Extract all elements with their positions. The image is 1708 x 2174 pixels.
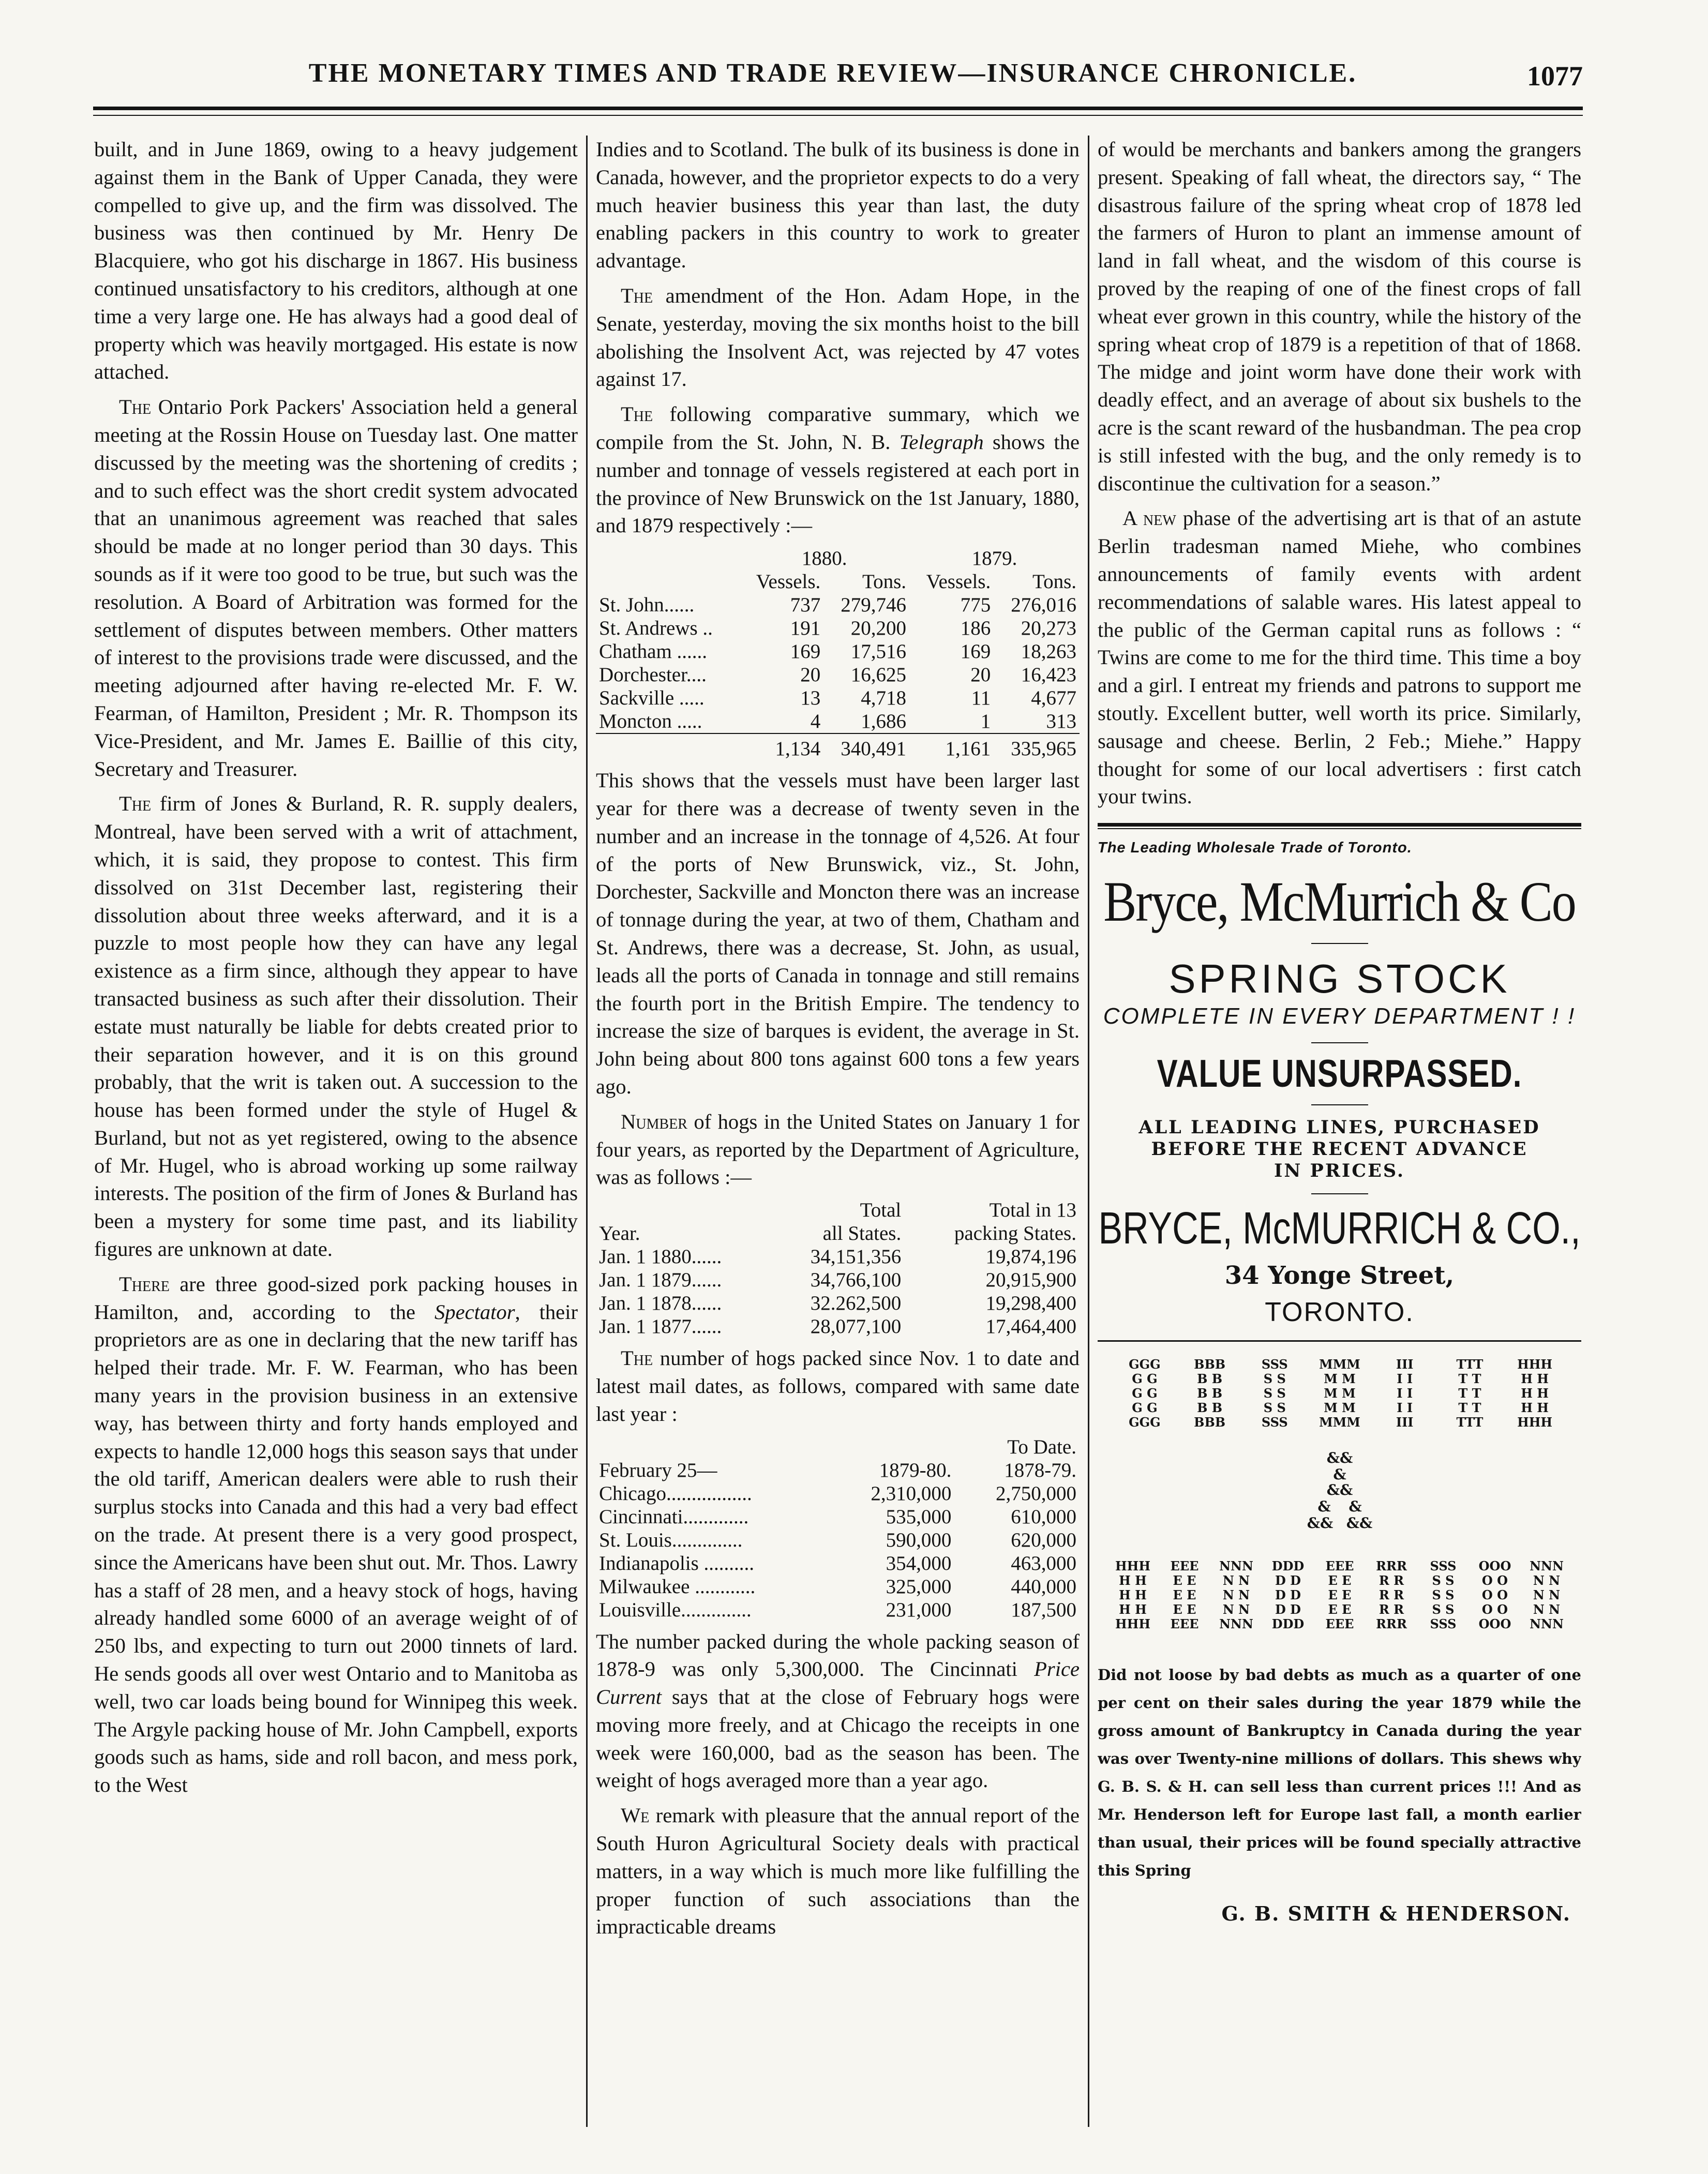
column-header: 1879-80. bbox=[879, 1459, 952, 1481]
block-letter-glyph: E E bbox=[1328, 1587, 1351, 1602]
table-cell: 325,000 bbox=[886, 1575, 952, 1598]
block-letter-glyph: N N bbox=[1533, 1572, 1560, 1588]
table-cell: 4,718 bbox=[861, 687, 907, 710]
table-cell: 1,686 bbox=[861, 710, 907, 733]
total-cell: 340,491 bbox=[823, 733, 909, 760]
ad-divider bbox=[1311, 1193, 1368, 1194]
article-text: number of hogs packed since Nov. 1 to date and latest mail dates, as follows, compared with same date last year : bbox=[596, 1346, 1080, 1426]
block-letter-glyph: E E bbox=[1328, 1601, 1351, 1617]
ad-leading-line: IN PRICES. bbox=[1273, 1160, 1405, 1181]
block-letter-glyph: HHH bbox=[1517, 1356, 1552, 1372]
article-text: remark with pleasure that the annual report of the South Huron Agricultural Society deals with practical matters, in a way which is much more like fulfilling the proper function of such associations than the impracticable dreams bbox=[596, 1804, 1080, 1939]
table-row bbox=[596, 1575, 1080, 1598]
block-letter-glyph: B B bbox=[1196, 1400, 1222, 1415]
vessels-total-row bbox=[596, 733, 1080, 760]
table-row bbox=[596, 1482, 1080, 1505]
table-cell: 354,000 bbox=[886, 1552, 952, 1575]
table-row bbox=[596, 593, 1080, 617]
block-letter-glyph: H H bbox=[1520, 1371, 1549, 1386]
block-letter-glyph: MMM bbox=[1319, 1414, 1360, 1430]
block-letter-glyph: OOO bbox=[1478, 1558, 1511, 1573]
column-header: 1878-79. bbox=[1004, 1459, 1076, 1481]
block-letter-glyph: H H bbox=[1118, 1572, 1147, 1588]
table-row bbox=[596, 710, 1080, 733]
block-letter-glyph: B B bbox=[1196, 1385, 1222, 1401]
ad-complete-line: COMPLETE IN EVERY DEPARTMENT ! ! bbox=[1103, 1003, 1576, 1029]
block-letter-glyph: HHH bbox=[1517, 1414, 1552, 1430]
ad-leading-line: BEFORE THE RECENT ADVANCE bbox=[1151, 1138, 1528, 1160]
lead-word: There bbox=[119, 1272, 170, 1296]
table-cell: 13 bbox=[800, 687, 821, 710]
ad-street: 34 Yonge Street, bbox=[1224, 1261, 1455, 1290]
table-cell: Indianapolis .......... bbox=[599, 1552, 755, 1575]
hogs-table bbox=[596, 1198, 1080, 1338]
ampersand-ornament-icon bbox=[1288, 1447, 1391, 1546]
table-cell: 590,000 bbox=[886, 1528, 952, 1551]
article-text: following comparative summary, which we compile from the St. John, N. B. bbox=[596, 402, 1080, 454]
lead-word: The bbox=[621, 283, 653, 307]
table-row bbox=[596, 1598, 1080, 1622]
publication-name: Price Current bbox=[596, 1657, 1080, 1709]
block-letter-glyph: S S bbox=[1431, 1587, 1455, 1602]
block-letter-glyph: T T bbox=[1458, 1385, 1481, 1401]
table-cell: 231,000 bbox=[886, 1598, 952, 1621]
block-letter-glyph: O O bbox=[1481, 1572, 1508, 1588]
block-letter-glyph: III bbox=[1396, 1356, 1414, 1372]
total-cell: 1,134 bbox=[739, 733, 823, 760]
column-header: Total in 13 bbox=[989, 1199, 1076, 1222]
ad-subheading: The Leading Wholesale Trade of Toronto. bbox=[1098, 839, 1412, 857]
block-letter-glyph: TTT bbox=[1456, 1356, 1483, 1372]
block-letter-glyph: M M bbox=[1323, 1400, 1356, 1415]
block-letter-glyph: M M bbox=[1323, 1385, 1356, 1401]
table-cell: 19,874,196 bbox=[985, 1246, 1076, 1268]
block-letter-glyph: G G bbox=[1131, 1400, 1158, 1415]
table-cell: 535,000 bbox=[886, 1505, 952, 1528]
article-hogs-intro bbox=[596, 1108, 1080, 1191]
article-south-huron bbox=[596, 1802, 1080, 1941]
table-cell: Jan. 1 1878...... bbox=[599, 1292, 722, 1315]
advertisement-smith-henderson bbox=[1098, 1354, 1581, 1928]
table-row bbox=[596, 617, 1080, 640]
masthead-rule-heavy bbox=[93, 107, 1583, 110]
article-text: firm of Jones & Burland, R. R. supply dealers, Montreal, have been served with a writ of attachment, which, it is said, they propose to contest. This firm dissolved on 31st December last, registering their dissolution about three weeks afterward, and it is a puzzle to most people how they can have any legal existence as a firm since, although they appear to have transacted business as such after their dissolution. Their estate must naturally be liable for debts created prior to their separation however, and it is on this ground probably, that the writ is taken out. A succession to the house has been formed under the style of Hugel & Burland, but not as yet registered, owing to the absence of Mr. Hugel, who is abroad working up some railway interests. The position of the firm of Jones & Burland has been a mystery for some time past, and its liability figures are unknown at date. bbox=[94, 792, 578, 1261]
table-cell: 28,077,100 bbox=[810, 1315, 902, 1338]
table-cell: 463,000 bbox=[1011, 1552, 1076, 1575]
block-letter-glyph: H H bbox=[1520, 1400, 1549, 1415]
table-cell: 610,000 bbox=[1011, 1505, 1076, 1528]
block-letter-glyph: R R bbox=[1379, 1587, 1404, 1602]
ad-spring-stock: SPRING STOCK bbox=[1168, 955, 1510, 1001]
block-letter-art bbox=[1107, 1556, 1572, 1639]
masthead-rule-light bbox=[93, 115, 1583, 116]
table-cell: 440,000 bbox=[1011, 1575, 1076, 1598]
table-cell: 186 bbox=[960, 617, 991, 640]
block-letter-glyph: G G bbox=[1131, 1385, 1158, 1401]
page-number: 1077 bbox=[1527, 61, 1583, 92]
block-letter-glyph: EEE bbox=[1325, 1558, 1354, 1573]
ad-firm-name-caps: BRYCE, McMURRICH & CO., bbox=[1098, 1203, 1581, 1253]
table-row bbox=[596, 1552, 1080, 1575]
table-cell: Chicago................. bbox=[599, 1482, 752, 1505]
table-cell: 169 bbox=[790, 640, 821, 663]
svg-text:&&: && bbox=[1346, 1514, 1372, 1532]
table-row bbox=[596, 1268, 1080, 1292]
publication-name: Telegraph bbox=[899, 430, 984, 454]
ad-firm-name: Bryce, McMurrich & Co bbox=[1103, 869, 1576, 933]
block-letter-glyph: N N bbox=[1533, 1587, 1560, 1602]
article-berlin-advertising bbox=[1098, 504, 1581, 811]
table-row bbox=[596, 1245, 1080, 1268]
table-cell: 313 bbox=[1046, 710, 1076, 733]
article-vessels-intro bbox=[596, 400, 1080, 539]
table-row bbox=[596, 640, 1080, 663]
block-letter-glyph: DDD bbox=[1271, 1558, 1304, 1573]
block-letter-glyph: OOO bbox=[1478, 1616, 1511, 1631]
table-cell: 18,263 bbox=[1021, 640, 1076, 663]
table-cell: 17,516 bbox=[850, 640, 907, 663]
block-letter-glyph: T T bbox=[1458, 1371, 1481, 1386]
block-letter-glyph: N N bbox=[1222, 1587, 1250, 1602]
block-letter-glyph: E E bbox=[1328, 1572, 1351, 1588]
vessels-table bbox=[596, 547, 1080, 760]
table-row bbox=[596, 1315, 1080, 1338]
block-letter-logo-smith bbox=[1098, 1354, 1581, 1444]
table-cell: 737 bbox=[790, 594, 821, 617]
table-cell: 20 bbox=[800, 664, 821, 686]
publication-name: Spectator bbox=[435, 1300, 515, 1324]
svg-text:&: & bbox=[1317, 1497, 1331, 1515]
column-3 bbox=[1098, 136, 1581, 2127]
block-letter-glyph: RRR bbox=[1375, 1616, 1407, 1631]
table-row bbox=[596, 1292, 1080, 1315]
table-cell: 620,000 bbox=[1011, 1528, 1076, 1551]
table-cell: Jan. 1 1879...... bbox=[599, 1269, 722, 1292]
column-header: Year. bbox=[599, 1222, 640, 1245]
column-header: Total bbox=[860, 1199, 902, 1222]
total-cell: 1,161 bbox=[909, 733, 994, 760]
total-cell: 335,965 bbox=[994, 733, 1080, 760]
article-text: says that at the close of February hogs were moving more freely, and at Chicago the receipts in one week were 160,000, bad as the season has been. The weight of hogs averaged more than a year ago. bbox=[596, 1685, 1080, 1792]
block-letter-glyph: GGG bbox=[1128, 1414, 1161, 1430]
table-cell: 17,464,400 bbox=[985, 1315, 1076, 1338]
block-letter-glyph: G G bbox=[1131, 1371, 1158, 1386]
article-text: Ontario Pork Packers' Association held a general meeting at the Rossin House on Tuesday last. One matter discussed by the meeting was the shortening of credits ; and to such effect was the short credit system advocated that an unanimous agreement was reached that sales should be made at no longer period than 30 days. This sounds as if it were too good to be true, but such was the resolution. A Board of Arbitration was formed for the settlement of disputes between members. Other matters of interest to the provisions trade were discussed, and the meeting adjourned after having re-elected Mr. F. W. Fearman, of Hamilton, President ; Mr. R. Thompson its Vice-President, and Mr. James E. Baillie of this city, Secretary and Treasurer. bbox=[94, 395, 578, 781]
article-text: are three good-sized pork packing houses in Hamilton, and, according to the bbox=[94, 1272, 578, 1324]
block-letter-glyph: SSS bbox=[1261, 1356, 1288, 1372]
article-packing-season bbox=[596, 1628, 1080, 1795]
table-row bbox=[596, 663, 1080, 686]
table-cell: 16,625 bbox=[850, 664, 907, 686]
article-fall-wheat: of would be merchants and bankers among the grangers present. Speaking of fall wheat, the directors say, “ The disastrous failure of the spring wheat crop of 1878 led the farmers of Huron to plant an immense amount of land in fall wheat, and the wisdom of this course is proved by the reaping of one of the finest crops of fall wheat ever grown in this country, while the history of the spring wheat crop of 1879 is a repetition of that of 1868. The midge and joint worm have done their work with deadly effect, and an average of about six bushels to the acre is the scant reward of the husbandman. The pea crop is still infested with the bug, and the only remedy is to discontinue the cultivation for a season.” bbox=[1098, 138, 1581, 495]
block-letter-glyph: TTT bbox=[1456, 1414, 1483, 1430]
block-letter-glyph: I I bbox=[1396, 1385, 1413, 1401]
table-cell: Sackville ..... bbox=[599, 687, 705, 710]
column-divider bbox=[1088, 136, 1089, 2127]
block-letter-glyph: N N bbox=[1222, 1572, 1250, 1588]
ad-body-text: Did not loose by bad debts as much as a quarter of one per cent on their sales during the year 1879 while the gross amount of Bankruptcy in Canada during the year was over Twenty-nine millions of dollars. This shews why G. B. S. & H. can sell less than current prices !!! And as Mr. Henderson left for Europe last fall, a month earlier than usual, their prices will be found specially attractive this Spring bbox=[1098, 1666, 1581, 1880]
table-cell: 276,016 bbox=[1011, 594, 1076, 617]
table-cell: St. Louis.............. bbox=[599, 1528, 743, 1551]
table-cell: 34,151,356 bbox=[810, 1246, 902, 1268]
block-letter-glyph: BBB bbox=[1193, 1356, 1225, 1372]
column-header: packing States. bbox=[954, 1222, 1076, 1245]
column-header: Tons. bbox=[1032, 571, 1076, 593]
block-letter-glyph: III bbox=[1396, 1414, 1414, 1430]
lead-word: The bbox=[119, 792, 152, 816]
block-letter-glyph: E E bbox=[1173, 1572, 1196, 1588]
block-letter-glyph: O O bbox=[1481, 1587, 1508, 1602]
table-cell: 775 bbox=[960, 594, 991, 617]
ad-city: TORONTO. bbox=[1265, 1297, 1414, 1327]
svg-text:&: & bbox=[1332, 1465, 1346, 1483]
article-text: of hogs in the United States on January 1 for four years, as reported by the Department of Agriculture, was as follows :— bbox=[596, 1110, 1080, 1189]
table-row bbox=[596, 1505, 1080, 1528]
block-letter-glyph: N N bbox=[1533, 1601, 1560, 1617]
table-cell: St. John...... bbox=[599, 594, 695, 617]
block-letter-glyph: D D bbox=[1275, 1572, 1301, 1588]
block-letter-glyph: D D bbox=[1275, 1601, 1301, 1617]
svg-text:&&: && bbox=[1326, 1481, 1353, 1498]
column-header: Vessels. bbox=[756, 571, 821, 593]
article-adam-hope bbox=[596, 282, 1080, 393]
table-cell: 2,750,000 bbox=[996, 1482, 1076, 1505]
packed-table bbox=[596, 1435, 1080, 1622]
column-header: Tons. bbox=[862, 571, 907, 593]
article-text: , their proprietors are as one in declaring that the new tariff has helped their trade. Mr. F. W. Fearman, who has been many years in the provision business in an extensive way, has between thirty and forty hands employed and expects to handle 12,000 hogs this season says that under the old tariff, American dealers were able to rush their surplus stocks into Canada and this had a very bad effect on the trade. At present there is a very good prospect, since the Americans have been shut out. Mr. Thos. Lawry has a staff of 28 men, and a heavy stock of hogs, having already handled some 6000 of an average weight of of 250 lbs, and expecting to turn out 2000 tinnets of lard. He sends goods all over west Ontario and to Manitoba as well, two car loads being bound for Winnipeg this week. The Argyle packing house of Mr. John Campbell, exports goods such as hams, side and roll bacon, and mess pork, to the West bbox=[94, 1300, 578, 1797]
lead-word: The bbox=[119, 395, 152, 419]
block-letter-glyph: D D bbox=[1275, 1587, 1301, 1602]
ad-rule bbox=[1098, 823, 1581, 827]
block-letter-glyph: B B bbox=[1196, 1371, 1222, 1386]
table-cell: 20,200 bbox=[850, 617, 907, 640]
block-letter-glyph: HHH bbox=[1115, 1616, 1150, 1631]
year-header: 1880. bbox=[801, 547, 847, 570]
article-hamilton-packing bbox=[94, 1270, 578, 1799]
table-cell: 4,677 bbox=[1031, 687, 1076, 710]
block-letter-glyph: S S bbox=[1263, 1371, 1286, 1386]
article-de-blacquiere: built, and in June 1869, owing to a heavy judgement against them in the Bank of Upper Canada, they were compelled to give up, and the firm was dissolved. The business was then continued by Mr. Henry De Blacquiere, who got his discharge in 1867. His business continued unsatisfactory to his creditors, although at one time a very large one. He has always had a good deal of property which was heavily mortgaged. His estate is now attached. bbox=[94, 138, 578, 384]
ad-divider bbox=[1311, 943, 1368, 944]
block-letter-glyph: I I bbox=[1396, 1400, 1413, 1415]
block-letter-glyph: SSS bbox=[1430, 1558, 1456, 1573]
year-header: 1879. bbox=[971, 547, 1017, 570]
table-cell: Cincinnati............. bbox=[599, 1505, 749, 1528]
table-cell: 191 bbox=[790, 617, 821, 640]
column-divider bbox=[586, 136, 588, 2127]
block-letter-art bbox=[1112, 1354, 1567, 1437]
table-cell: Milwaukee ............ bbox=[599, 1575, 756, 1598]
block-letter-glyph: S S bbox=[1263, 1400, 1286, 1415]
block-letter-glyph: SSS bbox=[1261, 1414, 1288, 1430]
lead-word: The bbox=[621, 1346, 653, 1370]
column-header: Vessels. bbox=[926, 571, 991, 593]
ad-value-line: VALUE UNSURPASSED. bbox=[1157, 1052, 1522, 1096]
table-cell: 279,746 bbox=[841, 594, 907, 617]
table-cell: Moncton ..... bbox=[599, 710, 702, 733]
block-letter-glyph: H H bbox=[1118, 1587, 1147, 1602]
masthead-title: THE MONETARY TIMES AND TRADE REVIEW—INSURANCE CHRONICLE. bbox=[308, 58, 1357, 88]
block-letter-logo-henderson bbox=[1098, 1556, 1581, 1646]
block-letter-glyph: H H bbox=[1118, 1601, 1147, 1617]
block-letter-glyph: RRR bbox=[1375, 1558, 1407, 1573]
block-letter-glyph: H H bbox=[1520, 1385, 1549, 1401]
block-letter-glyph: N N bbox=[1222, 1601, 1250, 1617]
ampersand-ornament bbox=[1098, 1447, 1581, 1553]
table-cell: 2,310,000 bbox=[871, 1482, 952, 1505]
block-letter-glyph: I I bbox=[1396, 1371, 1413, 1386]
table-cell: 32.262,500 bbox=[810, 1292, 902, 1315]
table-cell: 20,273 bbox=[1021, 617, 1076, 640]
table-cell: 34,766,100 bbox=[810, 1269, 902, 1292]
article-text: amendment of the Hon. Adam Hope, in the Senate, yesterday, moving the six months hoist to the bill abolishing the Insolvent Act, was rejected by 47 votes against 17. bbox=[596, 283, 1080, 391]
svg-text:&&: && bbox=[1307, 1514, 1333, 1532]
column-header: February 25— bbox=[599, 1459, 717, 1481]
table-cell: St. Andrews .. bbox=[599, 617, 713, 640]
block-letter-glyph: EEE bbox=[1170, 1616, 1198, 1631]
table-row bbox=[596, 686, 1080, 710]
article-jones-burland bbox=[94, 790, 578, 1263]
table-cell: 20,915,900 bbox=[985, 1269, 1076, 1292]
column-header: To Date. bbox=[1007, 1435, 1076, 1458]
block-letter-glyph: R R bbox=[1379, 1572, 1404, 1588]
table-cell: Jan. 1 1877...... bbox=[599, 1315, 722, 1338]
ad-rule bbox=[1098, 1340, 1581, 1342]
block-letter-glyph: MMM bbox=[1319, 1356, 1360, 1372]
article-vessels-analysis: This shows that the vessels must have been larger last year for there was a decrease of twenty seven in the number and an increase in the tonnage of 4,526. At four of the ports of New Brunswick, viz., St. John, Dorchester, Sackville and Moncton there was an increase of tonnage during the year, at two of them, Chatham and St. Andrews, there was a decrease, St. John, as usual, leads all the ports of Canada in tonnage and still remains the fourth port in the British Empire. The tendency to increase the size of barques is evident, the average in St. John being about 800 tons against 600 tons a few years ago. bbox=[596, 769, 1080, 1098]
block-letter-glyph: M M bbox=[1323, 1371, 1356, 1386]
table-cell: 19,298,400 bbox=[985, 1292, 1076, 1315]
article-continuation: Indies and to Scotland. The bulk of its business is done in Canada, however, and the proprietor expects to do a very much heavier business this year than last, the duty enabling packers in this country to work to greater advantage. bbox=[596, 138, 1080, 273]
block-letter-glyph: BBB bbox=[1193, 1414, 1225, 1430]
table-cell: Louisville.............. bbox=[599, 1598, 752, 1621]
block-letter-glyph: S S bbox=[1263, 1385, 1286, 1401]
block-letter-glyph: S S bbox=[1431, 1601, 1455, 1617]
table-cell: 20 bbox=[970, 664, 991, 686]
column-1 bbox=[94, 136, 578, 2127]
block-letter-glyph: HHH bbox=[1115, 1558, 1150, 1573]
masthead bbox=[93, 58, 1583, 102]
table-cell: 16,423 bbox=[1021, 664, 1076, 686]
table-cell: 4 bbox=[810, 710, 821, 733]
article-text: phase of the advertising art is that of an astute Berlin tradesman named Miehe, who combines announcements of family events with ardent recommendations of salable wares. His latest appeal to the public of the German capital runs as follows : “ Twins are come to me for the third time. This time a boy and a girl. I entreat my friends and patrons to support me stoutly. Excellent butter, well worth its price. Similarly, sausage and cheese. Berlin, 2 Feb.; Miehe.” Happy thought for some of our local advertisers : first catch your twins. bbox=[1098, 506, 1581, 808]
lead-word: The bbox=[621, 402, 653, 426]
block-letter-glyph: R R bbox=[1379, 1601, 1404, 1617]
block-letter-glyph: SSS bbox=[1430, 1616, 1456, 1631]
table-cell: 1 bbox=[980, 710, 991, 733]
ad-leading-line: ALL LEADING LINES, PURCHASED bbox=[1138, 1116, 1540, 1138]
table-cell: Dorchester.... bbox=[599, 664, 707, 686]
lead-word: Number bbox=[621, 1110, 687, 1133]
table-cell: 169 bbox=[960, 640, 991, 663]
svg-text:&&: && bbox=[1326, 1449, 1353, 1466]
article-text: shows the number and tonnage of vessels registered at each port in the province of New Brunswick on the 1st January, 1880, and 1879 respectively :— bbox=[596, 430, 1080, 537]
block-letter-glyph: NNN bbox=[1529, 1616, 1564, 1631]
lead-word: We bbox=[621, 1804, 650, 1827]
table-row bbox=[596, 1528, 1080, 1552]
article-pork-packers bbox=[94, 393, 578, 783]
table-cell: 11 bbox=[971, 687, 991, 710]
block-letter-glyph: DDD bbox=[1271, 1616, 1304, 1631]
svg-text:&: & bbox=[1348, 1497, 1362, 1515]
ad-divider bbox=[1311, 1042, 1368, 1043]
block-letter-glyph: E E bbox=[1173, 1587, 1196, 1602]
block-letter-glyph: NNN bbox=[1219, 1616, 1253, 1631]
ad-signature: G. B. SMITH & HENDERSON. bbox=[1221, 1902, 1571, 1926]
block-letter-glyph: NNN bbox=[1219, 1558, 1253, 1573]
article-hogs-packed bbox=[596, 1344, 1080, 1428]
block-letter-glyph: O O bbox=[1481, 1601, 1508, 1617]
block-letter-glyph: GGG bbox=[1128, 1356, 1161, 1372]
ad-rule bbox=[1098, 828, 1581, 829]
ad-divider bbox=[1311, 1104, 1368, 1105]
block-letter-glyph: E E bbox=[1173, 1601, 1196, 1617]
block-letter-glyph: NNN bbox=[1529, 1558, 1564, 1573]
advertisement-bryce-mcmurrich bbox=[1098, 834, 1581, 1331]
column-header: all States. bbox=[822, 1222, 902, 1245]
block-letter-glyph: T T bbox=[1458, 1400, 1481, 1415]
article-text: The number packed during the whole packing season of 1878-9 was only 5,300,000. The Cincinnati bbox=[596, 1629, 1080, 1681]
block-letter-glyph: S S bbox=[1431, 1572, 1455, 1588]
table-cell: 187,500 bbox=[1011, 1598, 1076, 1621]
table-cell: Chatham ...... bbox=[599, 640, 708, 663]
lead-word: A new bbox=[1122, 506, 1176, 530]
block-letter-glyph: EEE bbox=[1170, 1558, 1198, 1573]
block-letter-glyph: EEE bbox=[1325, 1616, 1354, 1631]
column-2 bbox=[596, 136, 1080, 2127]
table-cell: Jan. 1 1880...... bbox=[599, 1246, 722, 1268]
